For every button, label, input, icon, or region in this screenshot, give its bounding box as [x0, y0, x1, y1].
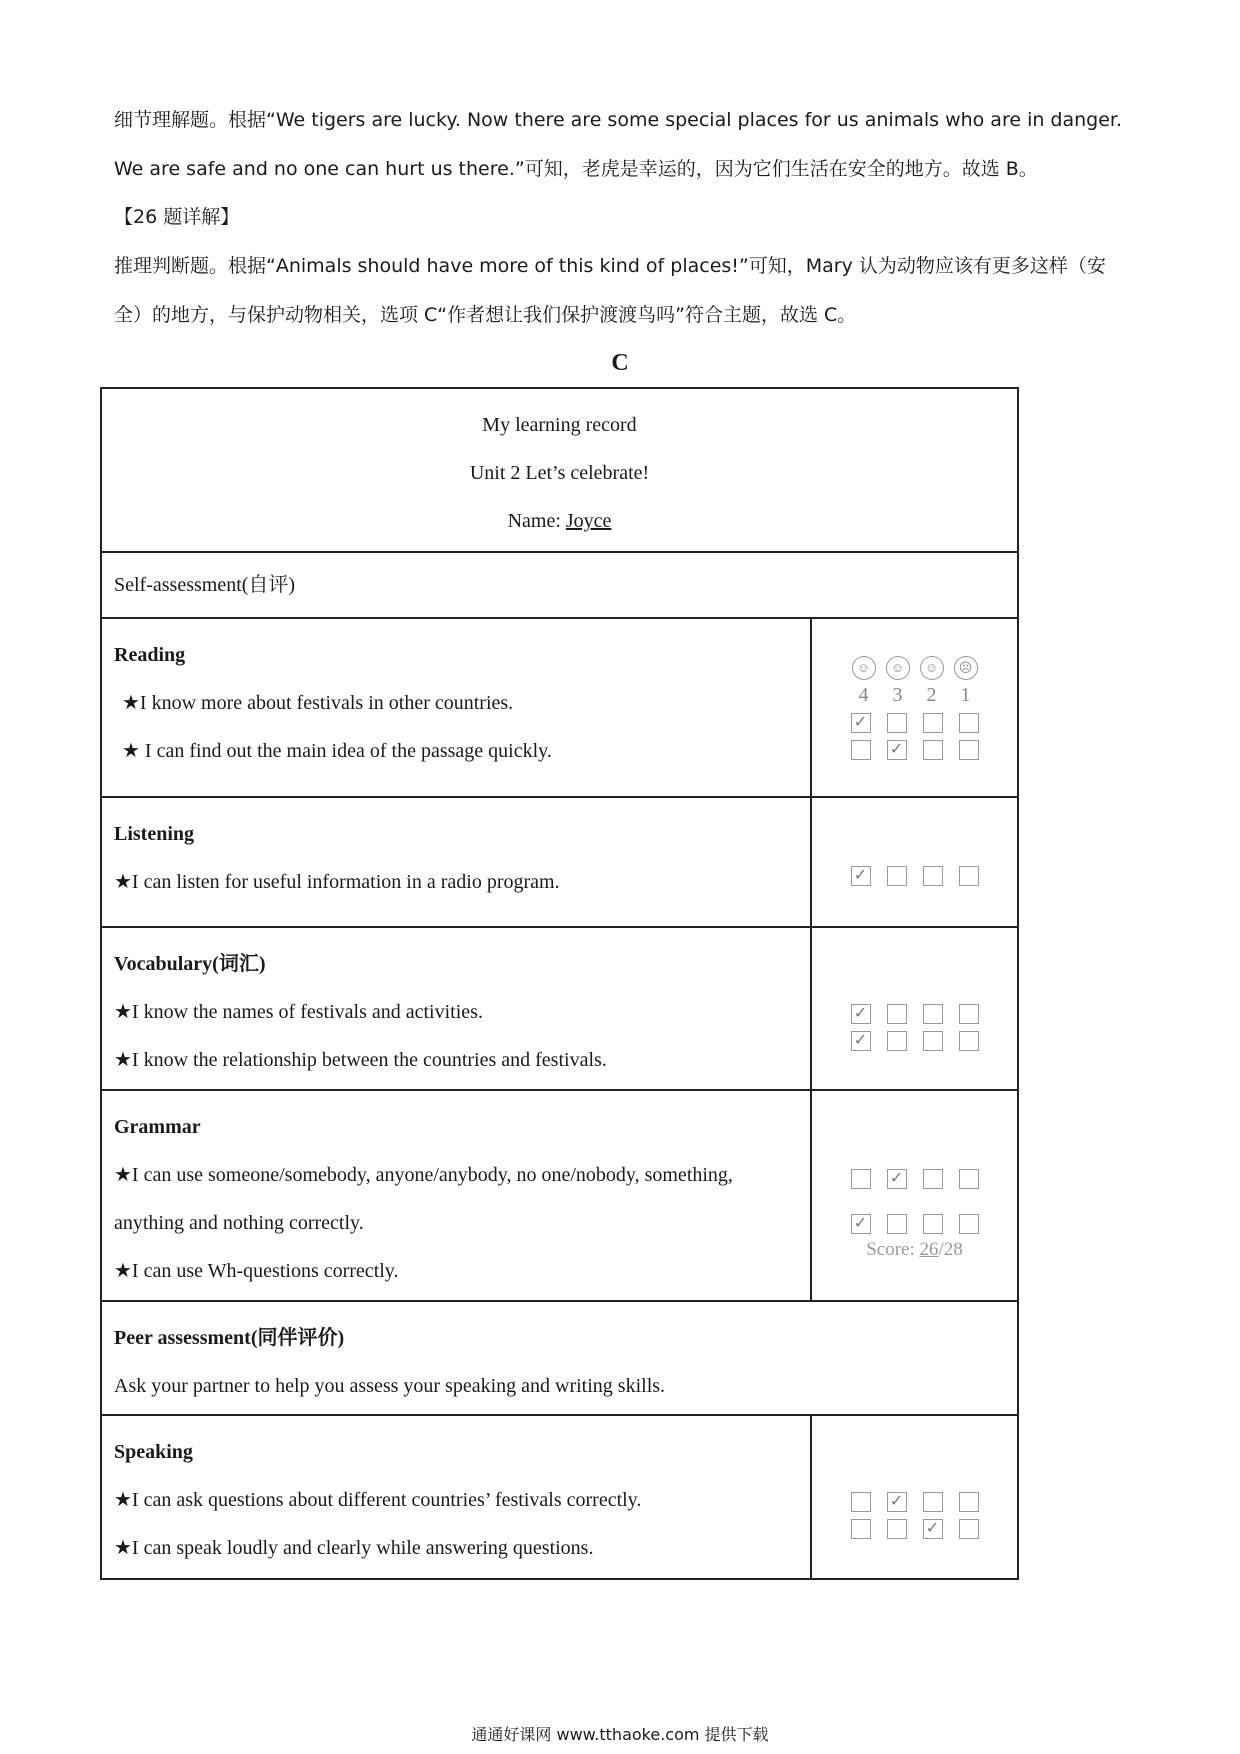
record-title: My learning record — [482, 414, 637, 436]
checked-box: ✓ — [887, 740, 907, 760]
grammar-label: Grammar — [114, 1116, 201, 1138]
checkbox — [887, 866, 907, 886]
neutral-face-icon: ☺ — [920, 656, 944, 680]
checked-box: ✓ — [923, 1519, 943, 1539]
speaking-item-2: ★I can speak loudly and clearly while answering questions. — [114, 1537, 594, 1559]
record-name — [114, 497, 1005, 545]
checkbox — [851, 1519, 871, 1539]
grammar-rating — [811, 1090, 1018, 1301]
vocabulary-item-2: ★I know the relationship between the countries and festivals. — [114, 1049, 607, 1071]
checked-box: ✓ — [851, 1004, 871, 1024]
checked-box: ✓ — [887, 1169, 907, 1189]
self-assessment-heading: Self-assessment(自评) — [101, 552, 1018, 618]
checkbox — [851, 1492, 871, 1512]
checkbox — [923, 1492, 943, 1512]
checkbox — [959, 740, 979, 760]
score-total: /28 — [938, 1238, 963, 1260]
smile-face-icon: ☺ — [886, 656, 910, 680]
learning-record-table — [100, 387, 1019, 1580]
checkbox — [959, 1492, 979, 1512]
checkbox — [851, 740, 871, 760]
checked-box: ✓ — [851, 1031, 871, 1051]
checkbox — [923, 740, 943, 760]
grammar-cell — [101, 1090, 811, 1301]
checked-box: ✓ — [851, 1214, 871, 1234]
checkbox — [923, 1004, 943, 1024]
sad-face-icon: ☹ — [954, 656, 978, 680]
checkbox — [959, 1214, 979, 1234]
speaking-item-1: ★I can ask questions about different countries’ festivals correctly. — [114, 1489, 642, 1511]
vocabulary-item-1: ★I know the names of festivals and activities. — [114, 1001, 483, 1023]
score-2-label: 2 — [926, 683, 937, 706]
peer-assessment-cell — [101, 1301, 1018, 1415]
happy-face-icon: ☺ — [852, 656, 876, 680]
score-3-label: 3 — [892, 683, 903, 706]
checkbox — [887, 713, 907, 733]
listening-rating — [811, 797, 1018, 927]
checked-box: ✓ — [851, 866, 871, 886]
checkbox — [959, 866, 979, 886]
checked-box: ✓ — [887, 1492, 907, 1512]
vocabulary-label: Vocabulary(词汇) — [114, 953, 266, 975]
speaking-label: Speaking — [114, 1441, 193, 1463]
score-label: Score: — [866, 1238, 920, 1260]
grammar-score — [824, 1239, 1005, 1261]
checkbox — [959, 1169, 979, 1189]
question-26-heading: 【26 题详解】 — [114, 206, 240, 228]
checked-box: ✓ — [851, 713, 871, 733]
checkbox — [923, 1031, 943, 1051]
checkbox — [923, 1214, 943, 1234]
grammar-item-2: ★I can use Wh-questions correctly. — [114, 1260, 399, 1282]
checkbox — [959, 1004, 979, 1024]
speaking-cell — [101, 1415, 811, 1579]
score-4-label: 4 — [858, 683, 869, 706]
reading-item-1: ★I know more about festivals in other countries. — [122, 692, 514, 714]
checkbox — [887, 1031, 907, 1051]
speaking-rating — [811, 1415, 1018, 1579]
reading-rating — [811, 618, 1018, 797]
checkbox — [887, 1214, 907, 1234]
grammar-item-1: ★I can use someone/somebody, anyone/anybody, no one/nobody, something, — [114, 1164, 733, 1186]
explanation-paragraph-25: 细节理解题。根据“We tigers are lucky. Now there are some special places for us animals who are in danger. We are safe and no one can hurt us there.”可知，老虎是幸运的，因为它们生活在安全的地方。故选 B。 — [114, 109, 1123, 180]
checkbox — [887, 1519, 907, 1539]
name-value: Joyce — [565, 510, 612, 532]
peer-assessment-label: Peer assessment(同伴评价) — [114, 1327, 345, 1349]
checkbox — [959, 713, 979, 733]
checkbox — [959, 1519, 979, 1539]
listening-item-1: ★I can listen for useful information in a radio program. — [114, 871, 560, 893]
vocabulary-rating — [811, 927, 1018, 1090]
score-1-label: 1 — [960, 683, 971, 706]
checkbox — [851, 1169, 871, 1189]
grammar-item-1-cont: anything and nothing correctly. — [114, 1212, 364, 1234]
checkbox — [923, 1169, 943, 1189]
reading-cell — [101, 618, 811, 797]
reading-item-2: ★ I can find out the main idea of the passage quickly. — [122, 740, 552, 762]
listening-cell — [101, 797, 811, 927]
explanation-paragraph-26: 推理判断题。根据“Animals should have more of this kind of places!”可知，Mary 认为动物应该有更多这样（安全）的地方，与保护动物相关，选项 C“作者想让我们保护渡渡鸟吗”符合主题，故选 C。 — [114, 255, 1106, 326]
peer-assessment-text: Ask your partner to help you assess your speaking and writing skills. — [114, 1375, 666, 1397]
checkbox — [959, 1031, 979, 1051]
reading-label: Reading — [114, 644, 186, 666]
score-value: 26 — [919, 1238, 939, 1260]
checkbox — [887, 1004, 907, 1024]
checkbox — [923, 713, 943, 733]
listening-label: Listening — [114, 823, 195, 845]
checkbox — [923, 866, 943, 886]
name-label: Name: — [507, 510, 566, 532]
record-header — [101, 388, 1018, 552]
page-footer: 通通好课网 www.tthaoke.com 提供下载 — [471, 1725, 769, 1744]
record-unit: Unit 2 Let’s celebrate! — [469, 462, 650, 484]
vocabulary-cell — [101, 927, 811, 1090]
section-letter: C — [611, 350, 629, 376]
